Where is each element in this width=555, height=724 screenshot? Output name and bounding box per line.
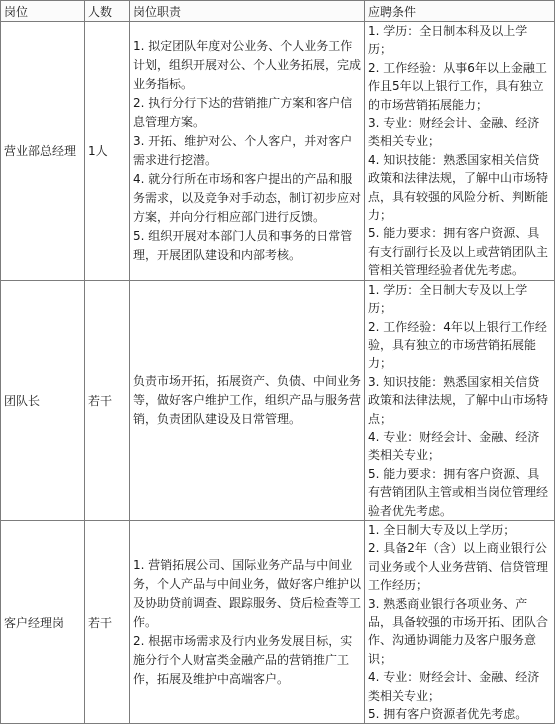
header-requirements: 应聘条件 xyxy=(365,1,555,22)
duty-item: 1. 营销拓展公司、国际业务产品与中间业务，个人产品与中间业务，做好客户维护以及协助贷前调查、跟踪服务、贷后检查等工作。 xyxy=(133,557,362,629)
position-cell: 客户经理岗 xyxy=(1,520,85,723)
requirement-item: 4. 知识技能：熟悉国家相关信贷政策和法律法规，了解中山市场特点，具有较强的风险分析、判断能力； xyxy=(368,152,549,223)
requirement-item: 2. 具备2年（含）以上商业银行公司业务或个人业务营销、信贷管理工作经历； xyxy=(368,541,549,593)
requirement-item: 1. 学历：全日制大专及以上学历； xyxy=(368,282,528,316)
count-cell: 若干 xyxy=(85,280,130,520)
requirement-item: 3. 知识技能：熟悉国家相关信贷政策和法律法规，了解中山市场特点； xyxy=(368,374,549,426)
requirement-item: 2. 工作经验：从事6年以上金融工作且5年以上银行工作，具有独立的市场营销拓展能力； xyxy=(368,60,547,112)
requirement-item: 4. 专业：财经会计、金融、经济类相关专业； xyxy=(368,670,540,703)
table-header-row xyxy=(1,1,555,22)
requirements-cell xyxy=(365,520,555,723)
duty-item: 2. 根据市场需求及行内业务发展目标，实施分行个人财富类金融产品的营销推广工作，拓展及维护中高端客户。 xyxy=(133,633,353,686)
requirement-item: 5. 能力要求：拥有客户资源、具有营销团队主管或相当岗位管理经验者优先考虑。 xyxy=(368,466,549,518)
requirements-cell xyxy=(365,280,555,520)
requirements-cell xyxy=(365,22,555,281)
duty-item: 负责市场开拓，拓展资产、负债、中间业务等，做好客户维护工作，组织产品与服务营销，负责团队建设及日常管理。 xyxy=(133,373,362,426)
duty-item: 1. 拟定团队年度对公业务、个人业务工作计划，组织开展对公、个人业务拓展，完成业务指标。 xyxy=(133,38,362,91)
duties-cell xyxy=(130,280,365,520)
header-duties: 岗位职责 xyxy=(130,1,365,22)
position-cell: 营业部总经理 xyxy=(1,22,85,281)
requirement-item: 5. 能力要求：拥有客户资源、具有支行副行长及以上或营销团队主管相关管理经验者优先考虑。 xyxy=(368,226,549,278)
count-cell: 1人 xyxy=(85,22,130,281)
table-row xyxy=(1,22,555,281)
requirement-item: 2. 工作经验：4年以上银行工作经验，具有独立的市场营销拓展能力； xyxy=(368,319,547,371)
duties-cell xyxy=(130,520,365,723)
duty-item: 5. 组织开展对本部门人员和事务的日常管理，开展团队建设和内部考核。 xyxy=(133,228,353,262)
count-cell: 若干 xyxy=(85,520,130,723)
requirement-item: 3. 专业：财经会计、金融、经济类相关专业； xyxy=(368,116,540,149)
requirement-item: 1. 学历：全日制本科及以上学历； xyxy=(368,24,528,57)
header-position: 岗位 xyxy=(1,1,85,22)
table-row xyxy=(1,280,555,520)
requirement-item: 3. 熟悉商业银行各项业务、产品，具备较强的市场开拓、团队合作、沟通协调能力及客户服务意识； xyxy=(368,596,549,666)
requirement-item: 4. 专业：财经会计、金融、经济类相关专业； xyxy=(368,429,540,463)
duties-cell xyxy=(130,22,365,281)
duty-item: 2. 执行分行下达的营销推广方案和客户信息管理方案。 xyxy=(133,95,353,129)
position-cell: 团队长 xyxy=(1,280,85,520)
table-row xyxy=(1,520,555,723)
requirement-item: 1. 全日制大专及以上学历； xyxy=(368,522,516,537)
header-count: 人数 xyxy=(85,1,130,22)
requirement-item: 5. 拥有客户资源者优先考虑。 xyxy=(368,707,528,722)
duty-item: 4. 就分行所在市场和客户提出的产品和服务需求，以及竞争对手动态，制订初步应对方案，并向分行相应部门进行反馈。 xyxy=(133,171,362,224)
duty-item: 3. 开拓、维护对公、个人客户，并对客户需求进行挖潜。 xyxy=(133,133,353,167)
